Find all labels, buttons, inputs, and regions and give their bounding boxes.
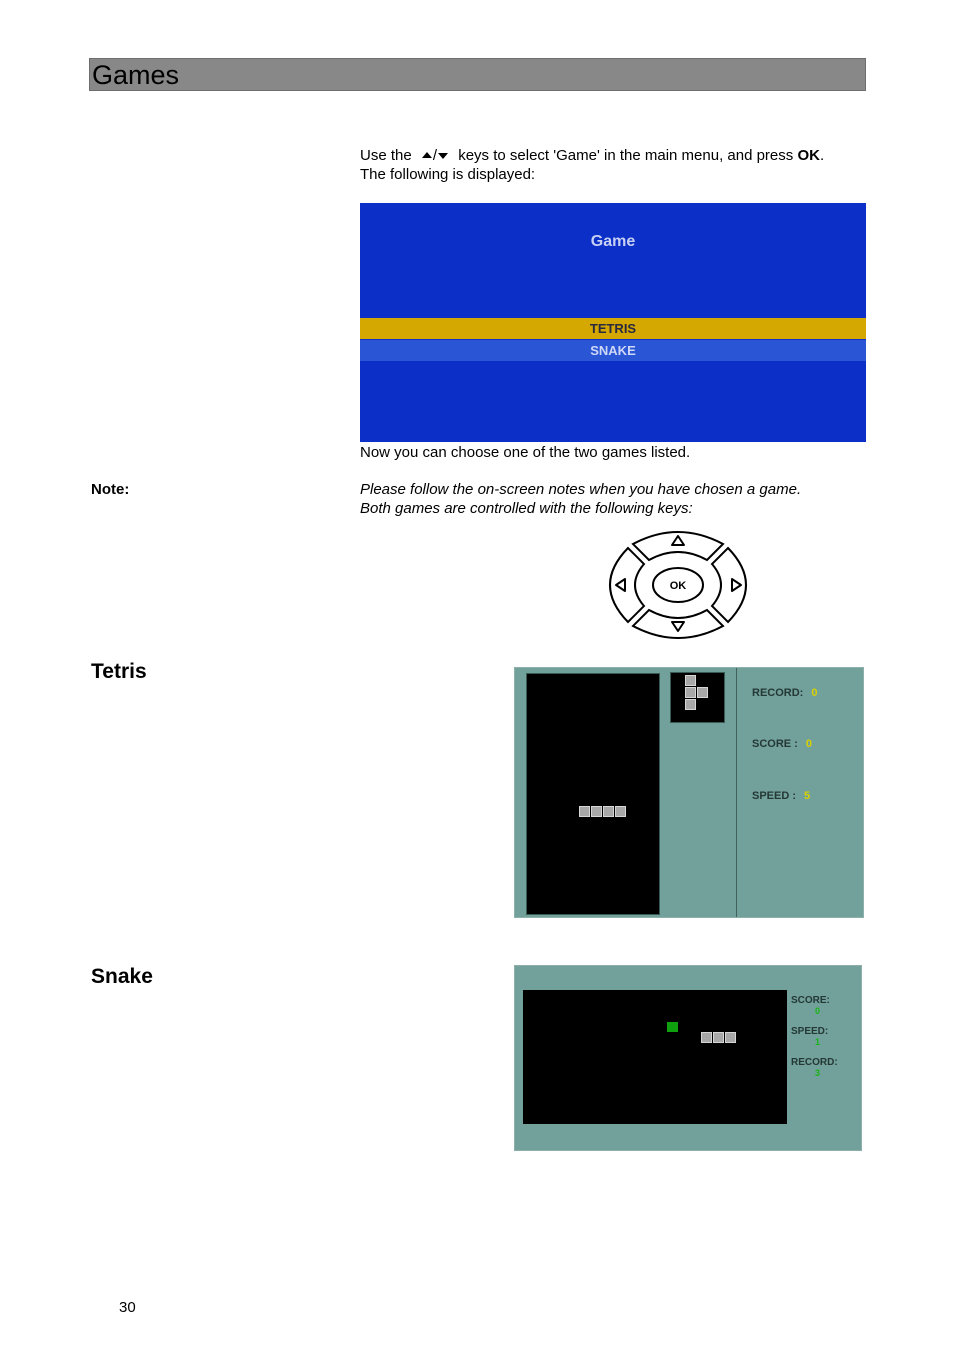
tetris-divider: [736, 668, 737, 917]
note-line-1: Please follow the on-screen notes when you have chosen a game.: [360, 481, 802, 498]
snake-record-label: RECORD:: [791, 1057, 838, 1068]
tetris-block: [685, 687, 696, 698]
snake-record-value: 3: [815, 1068, 821, 1078]
tetris-heading: Tetris: [91, 660, 147, 683]
snake-score-label: SCORE:: [791, 995, 830, 1006]
arrow-up-icon: [672, 536, 684, 545]
snake-speed-label: SPEED:: [791, 1026, 829, 1037]
snake-playfield: [523, 990, 787, 1124]
tetris-playfield: [526, 673, 660, 915]
intro-line-2: The following is displayed:: [360, 166, 536, 183]
menu-item-tetris: TETRIS: [360, 318, 866, 339]
keypad-ok-label: OK: [669, 580, 687, 592]
arrow-down-icon: [438, 153, 448, 159]
tetris-block: [579, 806, 590, 817]
tetris-block: [685, 699, 696, 710]
tetris-block: [697, 687, 708, 698]
tetris-next-piece: [670, 672, 725, 723]
page-number: 30: [119, 1299, 136, 1316]
arrow-left-icon: [616, 579, 625, 591]
snake-body-segment: [713, 1032, 724, 1043]
snake-body-segment: [725, 1032, 736, 1043]
choose-text: Now you can choose one of the two games listed.: [360, 444, 691, 461]
tetris-score: SCORE : 0: [752, 738, 812, 750]
tetris-block: [591, 806, 602, 817]
snake-screenshot: [514, 965, 862, 1151]
game-menu-title: Game: [590, 233, 636, 250]
arrow-up-icon: [422, 152, 432, 158]
keypad-diagram: [600, 528, 756, 642]
keypad-down-segment: [633, 610, 723, 638]
tetris-record: RECORD: 0: [752, 687, 818, 699]
note-line-2: Both games are controlled with the following keys:: [360, 500, 693, 517]
intro-text: [360, 146, 860, 184]
arrow-down-icon: [672, 622, 684, 631]
snake-speed-value: 1: [815, 1037, 821, 1047]
snake-body-segment: [701, 1032, 712, 1043]
note-label: Note:: [91, 481, 130, 498]
section-title: Games: [92, 60, 180, 90]
game-menu-screenshot: [360, 203, 866, 442]
tetris-screenshot: [514, 667, 864, 918]
intro-line-1: Use the / keys to select 'Game' in the main menu, and press OK.: [360, 147, 825, 164]
note-text: [360, 480, 860, 518]
arrow-right-icon: [732, 579, 741, 591]
tetris-block: [615, 806, 626, 817]
tetris-speed: SPEED : 5: [752, 790, 811, 802]
snake-heading: Snake: [91, 965, 153, 988]
section-title-banner: [89, 58, 866, 91]
snake-score-value: 0: [815, 1006, 821, 1016]
snake-food: [667, 1022, 678, 1032]
tetris-block: [603, 806, 614, 817]
tetris-block: [685, 675, 696, 686]
menu-item-snake: SNAKE: [360, 340, 866, 361]
